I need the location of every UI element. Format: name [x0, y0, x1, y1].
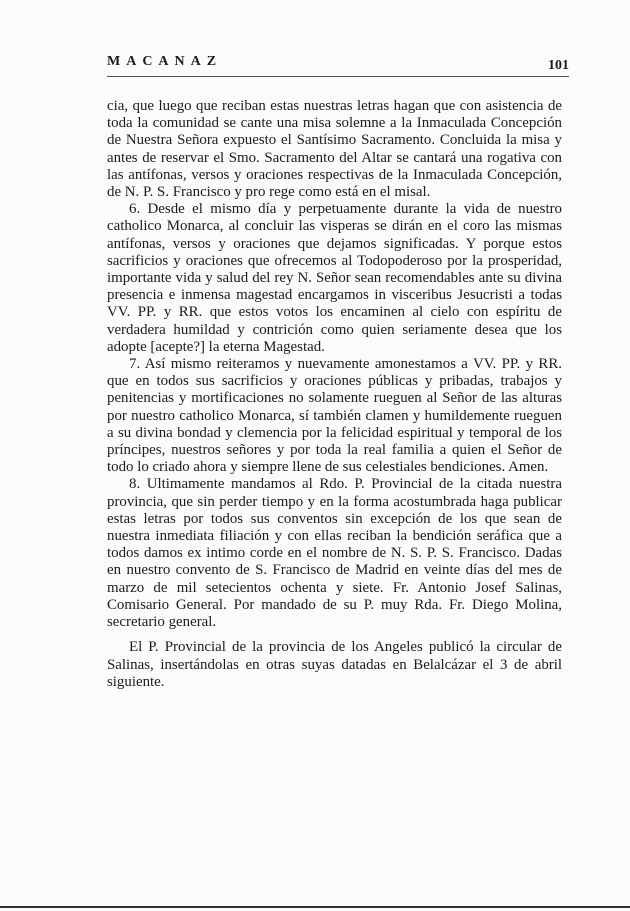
paragraph-8: 8. Ultimamente mandamos al Rdo. P. Provincial de la citada nuestra provincia, que sin perder tiempo y en la forma acostumbrada haga publicar estas letras por todos sus conventos sin excepción de los que sean de nuestra inmediata filiación y con ellas reciban la bendición seráfica que a todos damos ex intimo corde en el nombre de N. S. P. S. Francisco. Dadas en nuestro convento de S. Francisco de Madrid en veinte días del mes de marzo de mil setecientos ochenta y siete. Fr. Antonio Josef Salinas, Comisario General. Por mandado de su P. muy Rda. Fr. Diego Molina, secretario general. — [107, 476, 562, 631]
page-header — [107, 54, 569, 80]
page-number: 101 — [548, 58, 569, 73]
paragraph-7: 7. Así mismo reiteramos y nuevamente amonestamos a VV. PP. y RR. que en todos sus sacrificios y oraciones públicas y pribadas, trabajos y penitencias y mortificaciones no solamente rueguen al Señor de las alturas por nuestro catholico Monarca, sí también clamen y humildemente rueguen a su divina bondad y clemencia por la felicidad espiritual y temporal de los príncipes, nuestros señores y por toda la real familia a quien el Señor de todo lo criado ahora y siempre llene de sus celestiales bendiciones. Amen. — [107, 356, 562, 476]
scan-edge — [0, 906, 630, 908]
body-text — [107, 98, 562, 691]
header-rule — [107, 76, 569, 77]
paragraph-continuation: cia, que luego que reciban estas nuestras letras hagan que con asistencia de toda la comunidad se cante una misa solemne a la Inmaculada Concepción de Nuestra Señora expuesto el Santísimo Sacramento. Concluida la misa y antes de reservar el Smo. Sacramento del Altar se cantará una rogativa con las antífonas, versos y oraciones respectivas de la Inmaculada Concepción, de N. P. S. Francisco y pro rege como está en el misal. — [107, 98, 562, 201]
running-title: MACANAZ — [107, 54, 223, 69]
paragraph-6: 6. Desde el mismo día y perpetuamente durante la vida de nuestro catholico Monarca, al concluir las visperas se dirán en el coro las mismas antífonas, versos y oraciones que dejamos significadas. Y porque estos sacrificios y oraciones que ofrecemos al Todopoderoso por la prosperidad, importante vida y salud del rey N. Señor sean recomendables ante su divina presencia e inmensa magestad encargamos in visceribus Jesucristi a todas VV. PP. y RR. que estos votos los encaminen al cielo con espíritu de verdadera humildad y contrición como quien seriamente desea que los adopte [acepte?] la eterna Magestad. — [107, 201, 562, 355]
paragraph-closing: El P. Provincial de la provincia de los Angeles publicó la circular de Salinas, insertándolas en otras suyas datadas en Belalcázar el 3 de abril siguiente. — [107, 639, 562, 690]
